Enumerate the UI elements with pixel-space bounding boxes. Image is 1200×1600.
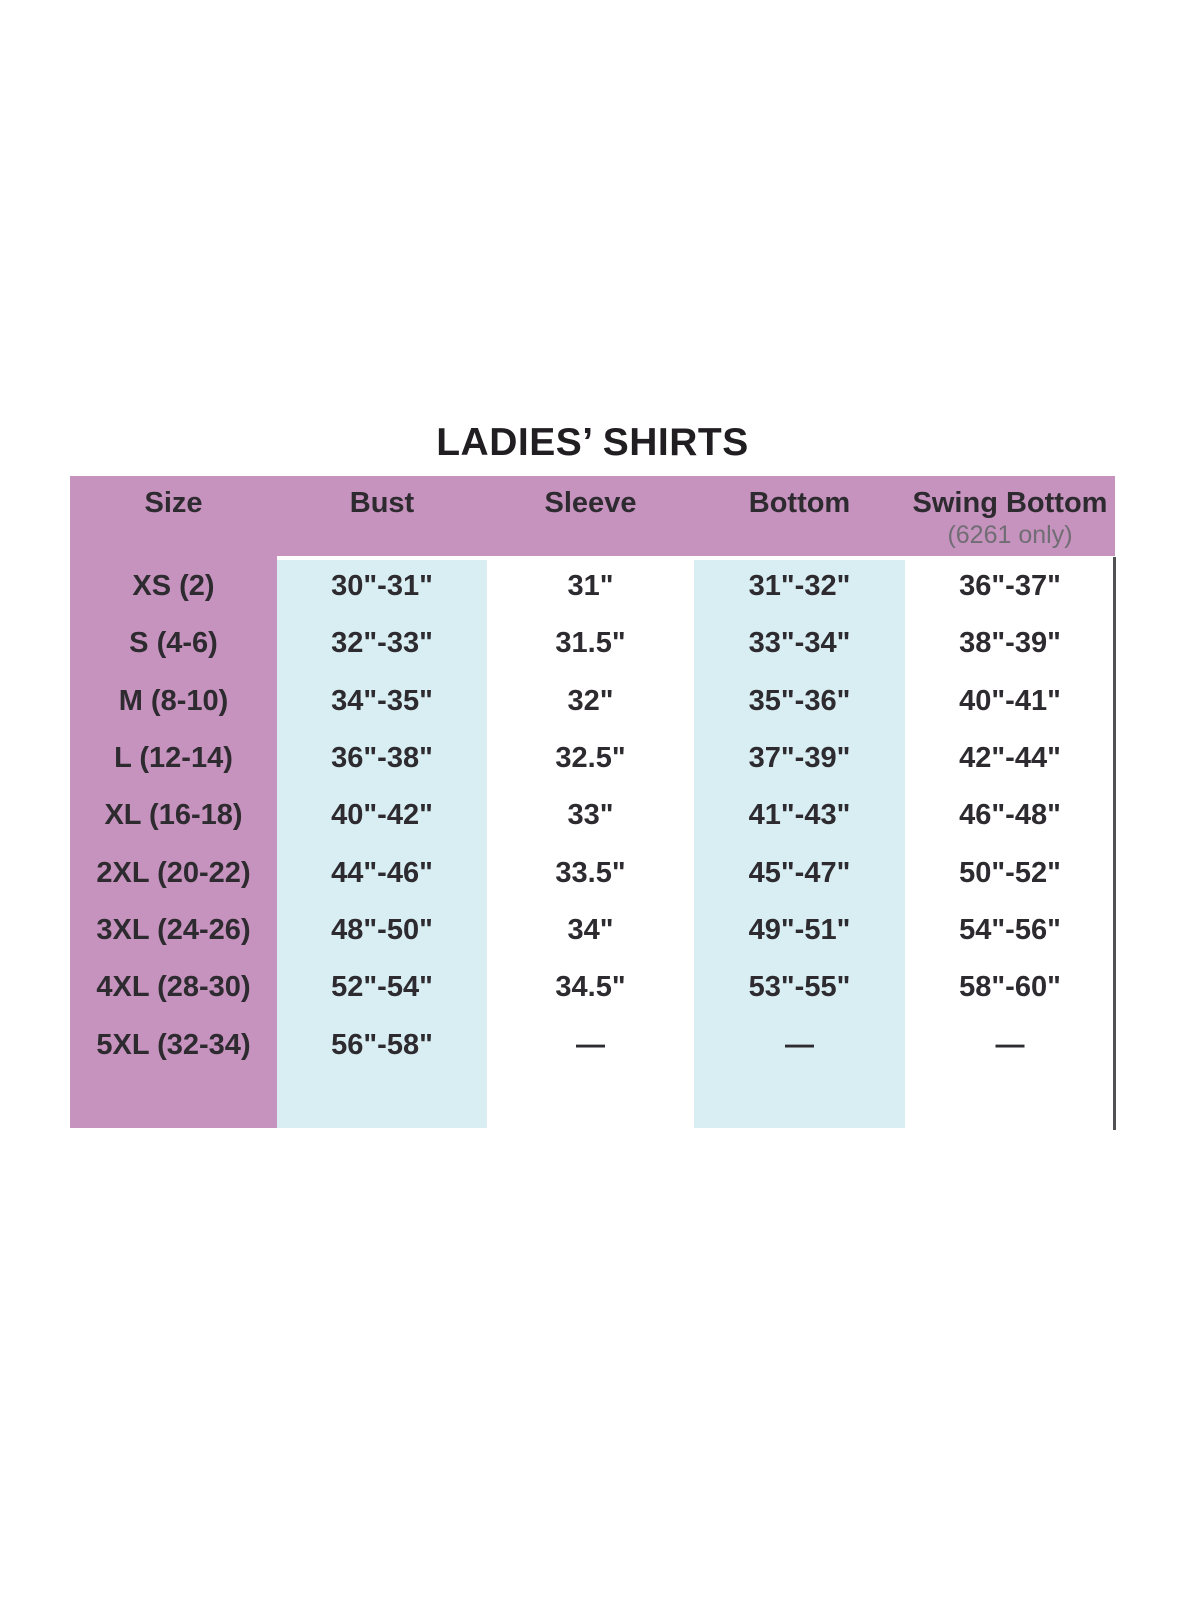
bottom-cell: 35"-36" bbox=[748, 685, 851, 717]
column-header-label: Bottom bbox=[748, 487, 851, 519]
column-header-label: Sleeve bbox=[544, 487, 637, 519]
table-row bbox=[70, 787, 1115, 844]
column-header-sublabel: (6261 only) bbox=[947, 521, 1073, 549]
bottom-cell: 41"-43" bbox=[748, 799, 851, 831]
table-header-row bbox=[70, 476, 1115, 556]
swing-bottom-cell: 42"-44" bbox=[959, 742, 1061, 774]
header-cell-swing-bottom bbox=[905, 476, 1115, 556]
swing-bottom-cell: — bbox=[995, 1029, 1025, 1061]
bust-cell: 36"-38" bbox=[331, 742, 433, 774]
table-row bbox=[70, 558, 1115, 615]
swing-bottom-cell: 50"-52" bbox=[959, 857, 1061, 889]
table-row bbox=[70, 845, 1115, 902]
column-header-label: Bust bbox=[349, 487, 415, 519]
swing-bottom-cell: 58"-60" bbox=[959, 971, 1061, 1003]
bottom-cell: 33"-34" bbox=[748, 627, 851, 659]
size-cell: XL (16-18) bbox=[104, 799, 243, 831]
size-cell: 4XL (28-30) bbox=[96, 971, 251, 1003]
swing-bottom-cell: 36"-37" bbox=[959, 570, 1061, 602]
header-cell-size bbox=[70, 476, 277, 556]
column-header-label: Swing Bottom bbox=[912, 487, 1108, 519]
table-row bbox=[70, 615, 1115, 672]
bottom-cell: 37"-39" bbox=[748, 742, 851, 774]
bust-cell: 32"-33" bbox=[331, 627, 433, 659]
size-cell: XS (2) bbox=[132, 570, 215, 602]
table-row bbox=[70, 1017, 1115, 1074]
column-header-label: Size bbox=[144, 487, 203, 519]
bust-cell: 56"-58" bbox=[331, 1029, 433, 1061]
size-cell: 5XL (32-34) bbox=[96, 1029, 251, 1061]
sleeve-cell: 31.5" bbox=[555, 627, 626, 659]
header-cell-sleeve bbox=[487, 476, 694, 556]
swing-bottom-cell: 46"-48" bbox=[959, 799, 1061, 831]
table-row bbox=[70, 730, 1115, 787]
size-cell: L (12-14) bbox=[114, 742, 233, 774]
swing-bottom-cell: 40"-41" bbox=[959, 685, 1061, 717]
bottom-cell: 49"-51" bbox=[748, 914, 851, 946]
swing-bottom-cell: 38"-39" bbox=[959, 627, 1061, 659]
table-row bbox=[70, 959, 1115, 1016]
sleeve-cell: 32.5" bbox=[555, 742, 626, 774]
table-row bbox=[70, 902, 1115, 959]
bust-cell: 40"-42" bbox=[331, 799, 433, 831]
size-cell: 2XL (20-22) bbox=[96, 857, 251, 889]
table-row bbox=[70, 673, 1115, 730]
bottom-cell: 45"-47" bbox=[748, 857, 851, 889]
size-cell: S (4-6) bbox=[129, 627, 218, 659]
swing-bottom-cell: 54"-56" bbox=[959, 914, 1061, 946]
size-cell: M (8-10) bbox=[118, 685, 229, 717]
sleeve-cell: 31" bbox=[567, 570, 614, 602]
header-cell-bottom bbox=[694, 476, 905, 556]
sleeve-cell: 32" bbox=[567, 685, 614, 717]
header-cell-bust bbox=[277, 476, 487, 556]
sleeve-cell: 33" bbox=[567, 799, 614, 831]
bust-cell: 34"-35" bbox=[331, 685, 433, 717]
page-title: LADIES’ SHIRTS bbox=[436, 421, 749, 464]
bust-cell: 30"-31" bbox=[331, 570, 433, 602]
sleeve-cell: 34.5" bbox=[555, 971, 626, 1003]
size-cell: 3XL (24-26) bbox=[96, 914, 251, 946]
sleeve-cell: 33.5" bbox=[555, 857, 626, 889]
bottom-cell: 53"-55" bbox=[748, 971, 851, 1003]
bottom-cell: 31"-32" bbox=[748, 570, 851, 602]
bust-cell: 52"-54" bbox=[331, 971, 433, 1003]
sleeve-cell: 34" bbox=[567, 914, 614, 946]
bottom-cell: — bbox=[785, 1029, 814, 1061]
sleeve-cell: — bbox=[576, 1029, 605, 1061]
bust-cell: 48"-50" bbox=[331, 914, 433, 946]
bust-cell: 44"-46" bbox=[331, 857, 433, 889]
